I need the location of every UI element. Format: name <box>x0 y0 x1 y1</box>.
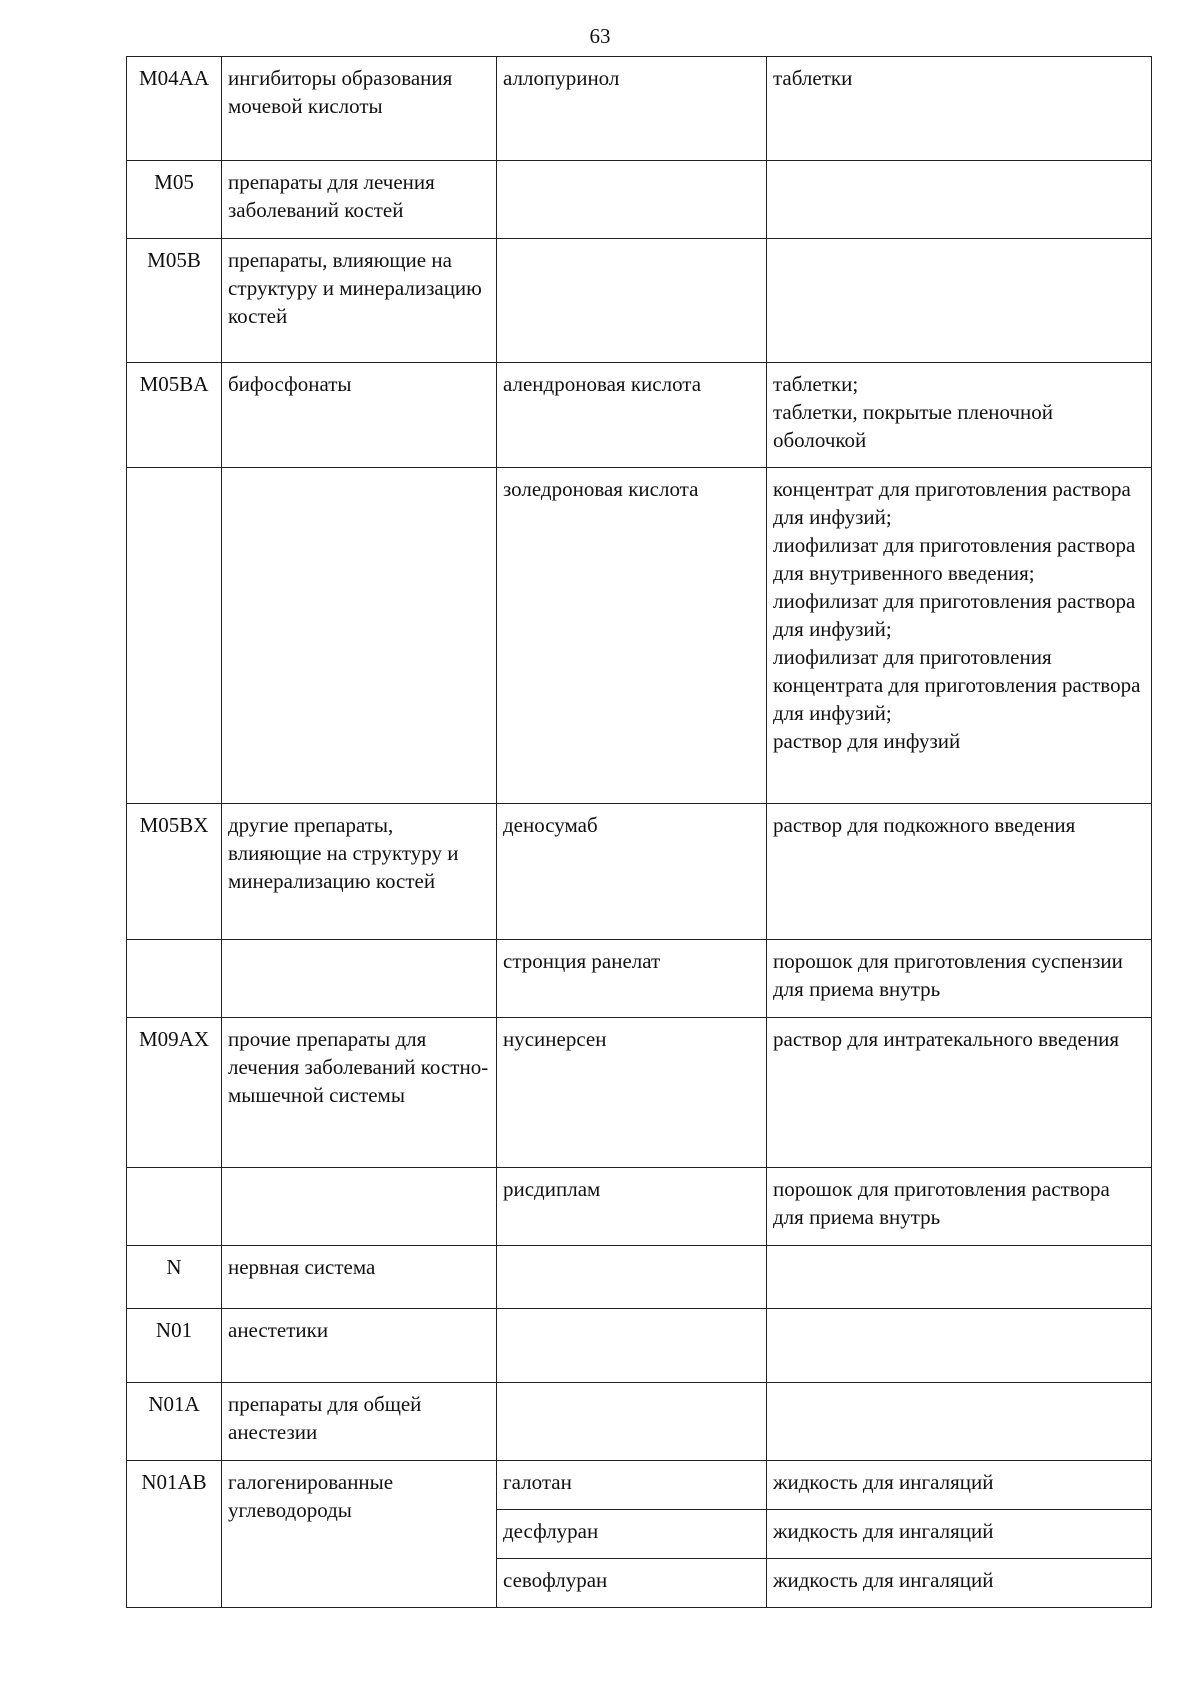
dosage-forms-cell <box>767 804 1152 940</box>
drug-name-cell <box>497 161 767 239</box>
table-row <box>127 239 1152 363</box>
table-row <box>127 363 1152 468</box>
atc-code-cell: M04AA <box>127 57 222 161</box>
dosage-form-item: раствор для инфузий <box>773 729 961 753</box>
drug-name-cell: рисдиплам <box>497 1168 767 1246</box>
dosage-form-item: лиофилизат для приготовления раствора для внутривенного введения; <box>773 533 1136 585</box>
drug-name-cell: аллопуринол <box>497 57 767 161</box>
group-name-cell: другие препараты, влияющие на структуру и минерализацию костей <box>222 804 497 940</box>
atc-code-cell: M09AX <box>127 1018 222 1168</box>
dosage-form-item: концентрат для приготовления раствора для инфузий; <box>773 477 1131 529</box>
table-row <box>127 1168 1152 1246</box>
atc-code-cell <box>127 940 222 1018</box>
group-name-cell <box>222 468 497 804</box>
drug-name-cell: галотан <box>497 1461 767 1510</box>
atc-code-cell: M05BX <box>127 804 222 940</box>
atc-code-cell: N01 <box>127 1309 222 1383</box>
table-row <box>127 804 1152 940</box>
dosage-form-item: жидкость для ингаляций <box>773 1519 994 1543</box>
group-name-cell <box>222 1168 497 1246</box>
table-row <box>127 1309 1152 1383</box>
dosage-form-item: таблетки <box>773 66 853 90</box>
group-name-cell: прочие препараты для лечения заболеваний костно-мышечной системы <box>222 1018 497 1168</box>
dosage-form-item: раствор для интратекального введения <box>773 1027 1120 1051</box>
table-row <box>127 57 1152 161</box>
drug-name-cell: стронция ранелат <box>497 940 767 1018</box>
dosage-form-item: жидкость для ингаляций <box>773 1568 994 1592</box>
page-number: 63 <box>589 24 611 48</box>
drug-name-cell: нусинерсен <box>497 1018 767 1168</box>
dosage-form-item: раствор для подкожного введения <box>773 813 1076 837</box>
table-row <box>127 468 1152 804</box>
group-name-cell: бифосфонаты <box>222 363 497 468</box>
dosage-forms-cell <box>767 1309 1152 1383</box>
table-row <box>127 1383 1152 1461</box>
group-name-cell: препараты, влияющие на структуру и минерализацию костей <box>222 239 497 363</box>
drug-name-cell: алендроновая кислота <box>497 363 767 468</box>
dosage-form-item: порошок для приготовления раствора для приема внутрь <box>773 1177 1110 1229</box>
group-name-cell: галогенированные углеводороды <box>222 1461 497 1608</box>
dosage-forms-cell <box>767 57 1152 161</box>
atc-code-cell: N01AB <box>127 1461 222 1608</box>
dosage-forms-cell <box>767 1383 1152 1461</box>
drug-table <box>126 56 1152 1608</box>
dosage-forms-cell <box>767 1246 1152 1309</box>
group-name-cell: ингибиторы образования мочевой кислоты <box>222 57 497 161</box>
dosage-forms-cell <box>767 363 1152 468</box>
drug-name-cell <box>497 239 767 363</box>
dosage-forms-cell <box>767 1559 1152 1608</box>
group-name-cell <box>222 940 497 1018</box>
group-name-cell: анестетики <box>222 1309 497 1383</box>
drug-name-cell <box>497 1246 767 1309</box>
drug-name-cell: севофлуран <box>497 1559 767 1608</box>
drug-name-cell: золедроновая кислота <box>497 468 767 804</box>
atc-code-cell <box>127 468 222 804</box>
dosage-forms-cell <box>767 1018 1152 1168</box>
dosage-form-item: таблетки, покрытые пленочной оболочкой <box>773 400 1054 452</box>
dosage-form-item: таблетки; <box>773 372 859 396</box>
dosage-forms-cell <box>767 161 1152 239</box>
group-name-cell: нервная система <box>222 1246 497 1309</box>
atc-code-cell: M05B <box>127 239 222 363</box>
dosage-form-item: порошок для приготовления суспензии для приема внутрь <box>773 949 1123 1001</box>
atc-code-cell <box>127 1168 222 1246</box>
table-row <box>127 1461 1152 1510</box>
drug-name-cell <box>497 1309 767 1383</box>
dosage-form-item: лиофилизат для приготовления раствора для инфузий; <box>773 589 1136 641</box>
group-name-cell: препараты для лечения заболеваний костей <box>222 161 497 239</box>
atc-code-cell: N01A <box>127 1383 222 1461</box>
atc-code-cell: M05BA <box>127 363 222 468</box>
dosage-form-item: жидкость для ингаляций <box>773 1470 994 1494</box>
dosage-forms-cell <box>767 940 1152 1018</box>
dosage-forms-cell <box>767 239 1152 363</box>
table-row <box>127 1018 1152 1168</box>
table-row <box>127 161 1152 239</box>
dosage-forms-cell <box>767 1461 1152 1510</box>
dosage-form-item: лиофилизат для приготовления концентрата для приготовления раствора для инфузий; <box>773 645 1141 725</box>
dosage-forms-cell <box>767 1510 1152 1559</box>
drug-name-cell <box>497 1383 767 1461</box>
table-row <box>127 940 1152 1018</box>
dosage-forms-cell <box>767 1168 1152 1246</box>
atc-code-cell: M05 <box>127 161 222 239</box>
drug-name-cell: деносумаб <box>497 804 767 940</box>
group-name-cell: препараты для общей анестезии <box>222 1383 497 1461</box>
table-row <box>127 1246 1152 1309</box>
drug-name-cell: десфлуран <box>497 1510 767 1559</box>
atc-code-cell: N <box>127 1246 222 1309</box>
dosage-forms-cell <box>767 468 1152 804</box>
